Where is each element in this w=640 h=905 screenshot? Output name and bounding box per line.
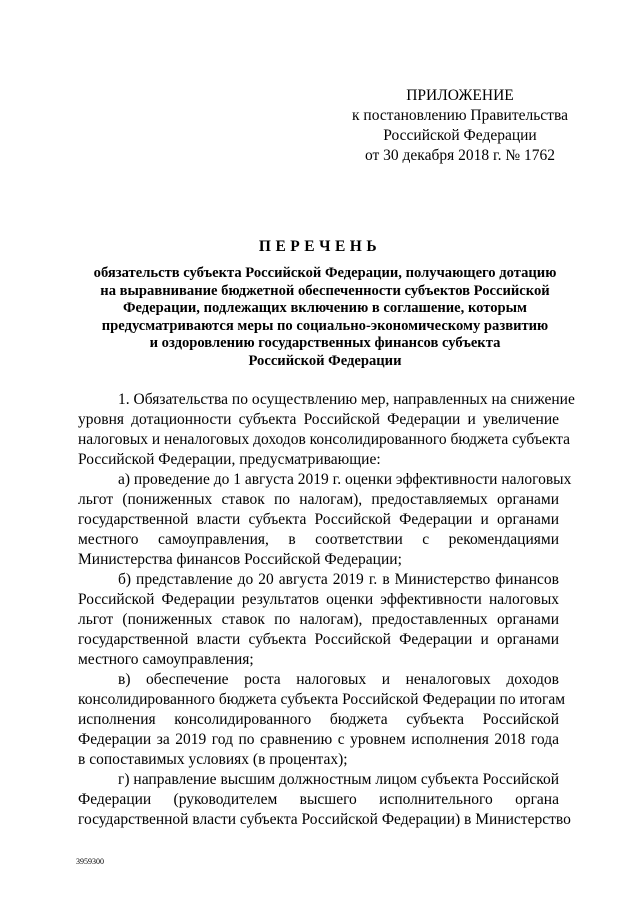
paragraph-line: Министерства финансов Российской Федерации; [78, 551, 402, 568]
paragraph-line: местного самоуправления, в соответствии с рекомендациями [78, 531, 559, 548]
appendix-line-2: Российской Федерации [383, 127, 537, 144]
appendix-label: ПРИЛОЖЕНИЕ [406, 87, 514, 104]
paragraph-line: а) проведение до 1 августа 2019 г. оценки эффективности налоговых [118, 471, 572, 488]
paragraph-line: государственной власти субъекта Российской Федерации и органами [78, 511, 559, 528]
paragraph-line: государственной власти субъекта Российской Федерации и органами [78, 631, 559, 648]
subtitle-line: обязательств субъекта Российской Федерации, получающего дотацию [93, 265, 557, 281]
paragraph-line: уровня дотационности субъекта Российской Федерации и увеличение [78, 411, 559, 428]
paragraph [78, 670, 566, 770]
paragraph-line: Российской Федерации, предусматривающие: [78, 451, 381, 468]
paragraph [78, 570, 559, 670]
paragraph-line: льгот (пониженных ставок по налогам), предоставленных органами [78, 611, 559, 628]
paragraph-line: льгот (пониженных ставок по налогам), предоставляемых органами [78, 491, 559, 508]
paragraph-line: местного самоуправления; [78, 651, 254, 668]
document-subtitle [70, 265, 580, 371]
subtitle-line: предусматриваются меры по социально-экономическому развитию [101, 317, 549, 334]
appendix-header [330, 86, 590, 166]
paragraph-line: в сопоставимых условиях (в процентах); [78, 751, 348, 768]
paragraph [78, 390, 575, 470]
appendix-line-1: к постановлению Правительства [352, 107, 568, 124]
paragraph-line: налоговых и неналоговых доходов консолидированного бюджета субъекта [78, 431, 570, 448]
document-title: ПЕРЕЧЕНЬ [258, 238, 382, 255]
paragraph-line: 1. Обязательства по осуществлению мер, направленных на снижение [118, 391, 575, 408]
paragraph-line: исполнения консолидированного бюджета субъекта Российской [78, 711, 559, 728]
paragraph-line: Федерации за 2019 год по сравнению с уровнем исполнения 2018 года [78, 731, 559, 748]
appendix-line-3: от 30 декабря 2018 г. № 1762 [364, 147, 556, 164]
paragraph-line: б) представление до 20 августа 2019 г. в Министерство финансов [118, 571, 559, 588]
subtitle-line: и оздоровлению государственных финансов субъекта [149, 335, 501, 352]
paragraph [78, 470, 572, 570]
subtitle-line: Федерации, подлежащих включению в соглашение, которым [122, 300, 527, 317]
paragraph-line: Федерации (руководителем высшего исполнительного органа [78, 791, 559, 808]
paragraph-line: Российской Федерации результатов оценки эффективности налоговых [78, 591, 559, 608]
paragraph-line: государственной власти субъекта Российской Федерации) в Министерство [78, 811, 571, 828]
subtitle-line: на выравнивание бюджетной обеспеченности субъектов Российской [100, 282, 550, 299]
subtitle-line: Российской Федерации [248, 352, 402, 369]
paragraph [78, 770, 571, 830]
document-code: 3959300 [76, 857, 104, 866]
paragraph-line: консолидированного бюджета субъекта Российской Федерации по итогам [78, 691, 566, 708]
paragraph-line: г) направление высшим должностным лицом субъекта Российской [118, 771, 559, 788]
paragraph-line: в) обеспечение роста налоговых и неналоговых доходов [118, 671, 559, 688]
document-body [78, 390, 575, 830]
